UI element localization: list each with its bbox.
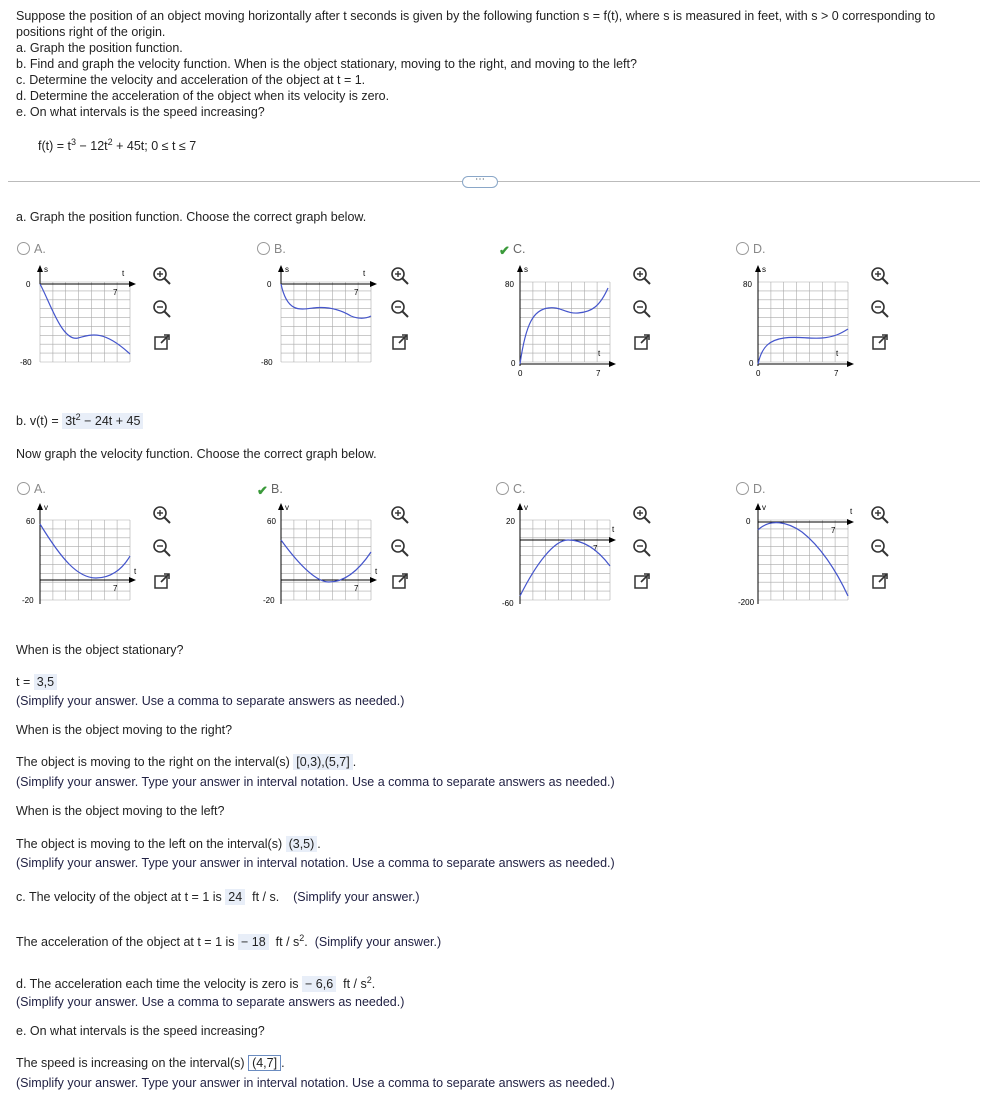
part-a-prompt: a. Graph the position function. Choose the correct graph below. (16, 210, 367, 224)
svg-text:0: 0 (26, 280, 31, 289)
zoom-in-icon[interactable] (152, 266, 172, 286)
part-e-hint: (Simplify your answer. Type your answer in interval notation. Use a comma to separate answers as needed.) (16, 1076, 615, 1090)
svg-text:v: v (285, 503, 289, 512)
option-c-position[interactable]: ✔ C. (499, 242, 526, 258)
popout-icon[interactable] (632, 332, 652, 352)
zoom-out-icon[interactable] (632, 538, 652, 558)
svg-text:80: 80 (505, 280, 514, 289)
checkmark-icon: ✔ (499, 243, 510, 258)
graph-b-velocity (263, 500, 378, 610)
radio-icon[interactable] (496, 482, 509, 495)
right-question: When is the object moving to the right? (16, 723, 233, 737)
zoom-in-icon[interactable] (632, 505, 652, 525)
svg-text:7: 7 (354, 288, 359, 297)
svg-text:60: 60 (267, 517, 276, 526)
zoom-in-icon[interactable] (390, 505, 410, 525)
curve (520, 288, 608, 364)
svg-text:t: t (598, 349, 601, 358)
svg-text:s: s (524, 265, 528, 274)
problem-intro: Suppose the position of an object moving horizontally after t seconds is given by the following function s = f(t), where s is measured in feet, with s > 0 corresponding to positions right of the origin. (16, 9, 936, 39)
velocity-at-1-answer[interactable]: 24 (225, 889, 245, 905)
svg-text:t: t (850, 507, 853, 516)
stationary-answer[interactable]: 3,5 (34, 674, 57, 690)
svg-text:0: 0 (511, 359, 516, 368)
zoom-out-icon[interactable] (870, 538, 890, 558)
graph-d-velocity (740, 500, 855, 610)
popout-icon[interactable] (152, 571, 172, 591)
option-b-position[interactable]: B. (257, 242, 286, 256)
svg-text:v: v (524, 503, 528, 512)
left-hint: (Simplify your answer. Type your answer in interval notation. Use a comma to separate answers as needed.) (16, 856, 615, 870)
checkmark-icon: ✔ (257, 483, 268, 498)
right-answer-line: The object is moving to the right on the interval(s) [0,3),(5,7] . (16, 755, 357, 769)
svg-text:-60: -60 (502, 599, 514, 608)
stationary-answer-line: t = 3,5 (16, 675, 57, 689)
svg-text:s: s (285, 265, 289, 274)
graph-a-velocity-tools (152, 505, 174, 604)
radio-icon[interactable] (736, 482, 749, 495)
left-answer[interactable]: (3,5) (286, 836, 318, 852)
zoom-in-icon[interactable] (152, 505, 172, 525)
svg-text:t: t (836, 349, 839, 358)
svg-text:7: 7 (834, 369, 839, 378)
curve (281, 540, 371, 582)
svg-text:t: t (363, 269, 366, 278)
svg-text:7: 7 (831, 526, 836, 535)
graph-d-tools (870, 266, 892, 365)
option-d-velocity[interactable]: D. (736, 482, 766, 496)
svg-text:0: 0 (518, 369, 523, 378)
curve (758, 329, 848, 364)
popout-icon[interactable] (870, 571, 890, 591)
svg-text:7: 7 (113, 288, 118, 297)
zoom-out-icon[interactable] (152, 538, 172, 558)
graph-b-position (263, 262, 378, 372)
stationary-question: When is the object stationary? (16, 643, 184, 657)
svg-text:-20: -20 (263, 596, 275, 605)
svg-text:-20: -20 (22, 596, 34, 605)
graph-c-velocity (502, 500, 617, 610)
popout-icon[interactable] (632, 571, 652, 591)
right-hint: (Simplify your answer. Type your answer in interval notation. Use a comma to separate answers as needed.) (16, 775, 615, 789)
part-d-line: d. The acceleration each time the velocity is zero is − 6,6 ft / $s^2$. (16, 975, 376, 992)
zoom-in-icon[interactable] (870, 266, 890, 286)
zoom-in-icon[interactable] (632, 266, 652, 286)
graph-b-velocity-tools (390, 505, 412, 604)
svg-text:t: t (375, 567, 378, 576)
part-e-answer-input[interactable]: (4,7] (248, 1055, 281, 1071)
acceleration-at-1-line: The acceleration of the object at t = 1 is − 18 ft / $s^2$. (Simplify your answer.) (16, 933, 442, 950)
left-answer-line: The object is moving to the left on the interval(s) (3,5) . (16, 837, 321, 851)
graph-a-position (22, 262, 137, 372)
curve (40, 524, 130, 578)
svg-text:80: 80 (743, 280, 752, 289)
svg-text:7: 7 (113, 584, 118, 593)
svg-text:7: 7 (596, 369, 601, 378)
zoom-in-icon[interactable] (870, 505, 890, 525)
svg-text:0: 0 (756, 369, 761, 378)
part-d-hint: (Simplify your answer. Use a comma to separate answers as needed.) (16, 995, 405, 1009)
zoom-out-icon[interactable] (152, 299, 172, 319)
radio-icon[interactable] (17, 482, 30, 495)
velocity-at-1-line: c. The velocity of the object at t = 1 is 24 ft / s. (Simplify your answer.) (16, 890, 420, 904)
position-formula: $f(t) = t^3 - 12t^2 + 45t$; 0 ≤ t ≤ 7 (38, 137, 197, 154)
svg-text:v: v (44, 503, 48, 512)
zoom-out-icon[interactable] (632, 299, 652, 319)
svg-text:s: s (44, 265, 48, 274)
svg-text:60: 60 (26, 517, 35, 526)
graph-a-velocity (22, 500, 137, 610)
svg-text:s: s (762, 265, 766, 274)
stationary-hint: (Simplify your answer. Use a comma to separate answers as needed.) (16, 694, 405, 708)
popout-icon[interactable] (870, 332, 890, 352)
problem-item: a. Graph the position function. (16, 41, 183, 55)
more-button[interactable]: ⋯ (462, 176, 498, 188)
svg-text:t: t (134, 567, 137, 576)
svg-text:v: v (762, 503, 766, 512)
radio-icon[interactable] (17, 242, 30, 255)
zoom-out-icon[interactable] (390, 538, 410, 558)
part-d-answer[interactable]: − 6,6 (302, 976, 336, 992)
popout-icon[interactable] (390, 571, 410, 591)
zoom-out-icon[interactable] (870, 299, 890, 319)
svg-text:20: 20 (506, 517, 515, 526)
svg-text:t: t (612, 525, 615, 534)
acceleration-at-1-answer[interactable]: − 18 (238, 934, 269, 950)
svg-text:7: 7 (354, 584, 359, 593)
graph-a-tools (152, 266, 174, 365)
svg-text:0: 0 (267, 280, 272, 289)
graph-c-tools (632, 266, 654, 365)
left-question: When is the object moving to the left? (16, 804, 225, 818)
graph-d-velocity-tools (870, 505, 892, 604)
problem-statement (16, 8, 976, 120)
option-a-position[interactable]: A. (17, 242, 46, 256)
svg-text:0: 0 (749, 359, 754, 368)
zoom-in-icon[interactable] (390, 266, 410, 286)
problem-item: e. On what intervals is the speed increasing? (16, 105, 265, 119)
graph-c-velocity-tools (632, 505, 654, 604)
graph-d-position (740, 262, 855, 378)
svg-text:-80: -80 (261, 358, 273, 367)
problem-item: c. Determine the velocity and acceleration of the object at t = 1. (16, 73, 366, 87)
svg-text:t: t (122, 269, 125, 278)
problem-item: d. Determine the acceleration of the object when its velocity is zero. (16, 89, 390, 103)
problem-item: b. Find and graph the velocity function. When is the object stationary, moving to the right, and moving to the left? (16, 57, 637, 71)
part-e-question: e. On what intervals is the speed increasing? (16, 1024, 265, 1038)
popout-icon[interactable] (390, 332, 410, 352)
svg-text:0: 0 (746, 517, 751, 526)
popout-icon[interactable] (152, 332, 172, 352)
option-a-velocity[interactable]: A. (17, 482, 46, 496)
zoom-out-icon[interactable] (390, 299, 410, 319)
part-b-prompt: Now graph the velocity function. Choose the correct graph below. (16, 447, 377, 461)
option-d-position[interactable]: D. (736, 242, 766, 256)
radio-icon[interactable] (736, 242, 749, 255)
svg-text:-80: -80 (20, 358, 32, 367)
option-c-velocity[interactable]: C. (496, 482, 526, 496)
svg-text:7: 7 (593, 544, 598, 553)
graph-b-tools (390, 266, 412, 365)
part-e-answer-line: The speed is increasing on the interval(s) (4,7] . (16, 1056, 285, 1070)
velocity-function: b. $v(t) = 3t^2 - 24t + 45$ (16, 412, 143, 428)
option-b-velocity[interactable]: ✔ B. (257, 482, 283, 498)
right-answer[interactable]: [0,3),(5,7] (293, 754, 353, 770)
graph-c-position (502, 262, 617, 378)
svg-text:-200: -200 (738, 598, 755, 607)
radio-icon[interactable] (257, 242, 270, 255)
